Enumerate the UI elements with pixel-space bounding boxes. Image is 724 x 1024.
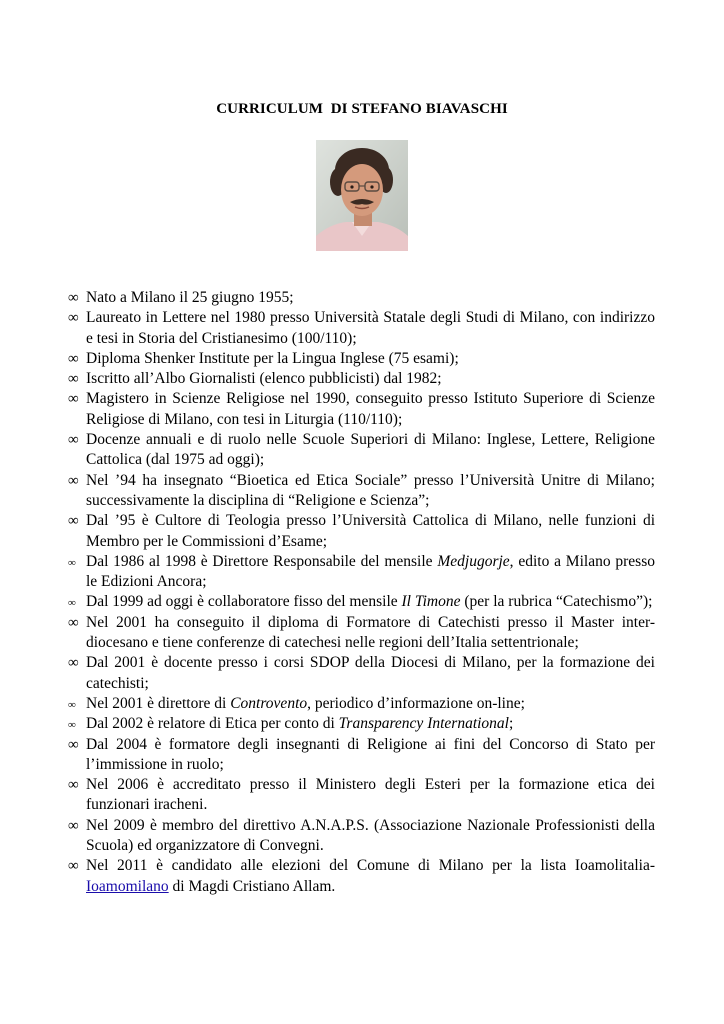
infinity-bullet-icon: ∞ bbox=[68, 310, 79, 327]
cv-list bbox=[68, 288, 655, 897]
item-text: Dal ’95 è Cultore di Teologia presso l’Università Cattolica di Milano, nelle funzioni di Membro per le Commissioni d’Esame; bbox=[86, 512, 655, 550]
item-text: Magistero in Scienze Religiose nel 1990, conseguito presso Istituto Superiore di Scienze Religiose di Milano, con tesi in Liturgia (110/110); bbox=[86, 390, 655, 428]
item-text-before: Dal 2002 è relatore di Etica per conto di bbox=[86, 715, 339, 733]
infinity-bullet-icon: ∞ bbox=[68, 858, 79, 875]
infinity-bullet-icon: ∞ bbox=[68, 614, 79, 631]
item-text-before: Nel 2011 è candidato alle elezioni del Comune di Milano per la lista Ioamolitalia- bbox=[86, 857, 655, 875]
infinity-bullet-icon: ∞ bbox=[68, 698, 76, 711]
portrait-photo bbox=[316, 140, 408, 251]
item-text: Nel ’94 ha insegnato “Bioetica ed Etica Sociale” presso l’Università Unitre di Milano; successivamente la disciplina di “Religione e Scienza”; bbox=[86, 471, 655, 509]
list-item bbox=[68, 308, 655, 349]
publication-title: Il Timone bbox=[401, 593, 461, 611]
list-item bbox=[68, 389, 655, 430]
item-text: Nel 2001 ha conseguito il diploma di Formatore di Catechisti presso il Master inter-diocesano e tiene conferenze di catechesi nelle regioni dell’Italia settentrionale; bbox=[86, 613, 655, 652]
infinity-bullet-icon: ∞ bbox=[68, 597, 76, 610]
infinity-bullet-icon: ∞ bbox=[68, 290, 79, 306]
infinity-bullet-icon: ∞ bbox=[68, 391, 79, 408]
organization-name: Transparency International bbox=[338, 715, 509, 733]
item-text-after: ; bbox=[509, 715, 514, 733]
item-text-after: , edito a Milano presso le Edizioni Ancora; bbox=[86, 552, 655, 591]
list-item bbox=[68, 430, 655, 471]
infinity-bullet-icon: ∞ bbox=[68, 513, 79, 530]
item-text: Dal 2004 è formatore degli insegnanti di Religione ai fini del Concorso di Stato per l’immissione in ruolo; bbox=[86, 735, 655, 773]
infinity-bullet-icon: ∞ bbox=[68, 817, 79, 834]
item-text: Diploma Shenker Institute per la Lingua Inglese (75 esami); bbox=[86, 349, 459, 367]
item-text: Iscritto all’Albo Giornalisti (elenco pubblicisti) dal 1982; bbox=[86, 370, 442, 388]
infinity-bullet-icon: ∞ bbox=[68, 472, 79, 489]
item-text: Nato a Milano il 25 giugno 1955; bbox=[86, 289, 294, 306]
item-text-after: di Magdi Cristiano Allam. bbox=[168, 877, 336, 895]
infinity-bullet-icon: ∞ bbox=[68, 777, 79, 794]
list-item bbox=[68, 613, 655, 654]
item-text: Nel 2009 è membro del direttivo A.N.A.P.S. (Associazione Nazionale Professionisti della Scuola) ed organizzatore di Convegni. bbox=[86, 816, 655, 855]
item-text-before: Nel 2001 è direttore di bbox=[86, 694, 231, 712]
list-item bbox=[68, 714, 655, 734]
list-item bbox=[68, 369, 655, 389]
list-item bbox=[68, 511, 655, 552]
item-text-after: , periodico d’informazione on-line; bbox=[307, 694, 525, 712]
list-item bbox=[68, 552, 655, 593]
page-title: CURRICULUM DI STEFANO BIAVASCHI bbox=[216, 101, 508, 117]
list-item bbox=[68, 816, 655, 857]
list-item bbox=[68, 735, 655, 776]
list-item bbox=[68, 349, 655, 369]
publication-title: Medjugorje bbox=[437, 552, 510, 570]
infinity-bullet-icon: ∞ bbox=[68, 736, 79, 753]
list-item bbox=[68, 471, 655, 512]
infinity-bullet-icon: ∞ bbox=[68, 719, 76, 732]
list-item bbox=[68, 694, 655, 714]
list-item bbox=[68, 856, 655, 897]
infinity-bullet-icon: ∞ bbox=[68, 350, 79, 367]
list-item bbox=[68, 288, 655, 308]
infinity-bullet-icon: ∞ bbox=[68, 371, 79, 388]
item-text: Nel 2006 è accreditato presso il Ministero degli Esteri per la formazione etica dei funzionari iracheni. bbox=[86, 776, 655, 814]
list-item bbox=[68, 653, 655, 694]
item-text: Dal 2001 è docente presso i corsi SDOP della Diocesi di Milano, per la formazione dei catechisti; bbox=[86, 654, 655, 692]
infinity-bullet-icon: ∞ bbox=[68, 432, 79, 449]
infinity-bullet-icon: ∞ bbox=[68, 655, 79, 672]
item-text: Docenze annuali e di ruolo nelle Scuole Superiori di Milano: Inglese, Lettere, Religione Cattolica (dal 1975 ad oggi); bbox=[86, 431, 655, 469]
item-text-after: (per la rubrica “Catechismo”); bbox=[460, 593, 653, 611]
list-item bbox=[68, 775, 655, 816]
item-text-before: Dal 1986 al 1998 è Direttore Responsabile del mensile bbox=[86, 552, 438, 570]
ioamomilano-link[interactable]: Ioamomilano bbox=[86, 877, 169, 895]
infinity-bullet-icon: ∞ bbox=[68, 556, 76, 569]
item-text-before: Dal 1999 ad oggi è collaboratore fisso del mensile bbox=[86, 593, 402, 611]
publication-title: Controvento bbox=[230, 694, 308, 712]
item-text: Laureato in Lettere nel 1980 presso Università Statale degli Studi di Milano, con indirizzo e tesi in Storia del Cristianesimo (100/110); bbox=[86, 309, 655, 347]
list-item bbox=[68, 592, 655, 612]
